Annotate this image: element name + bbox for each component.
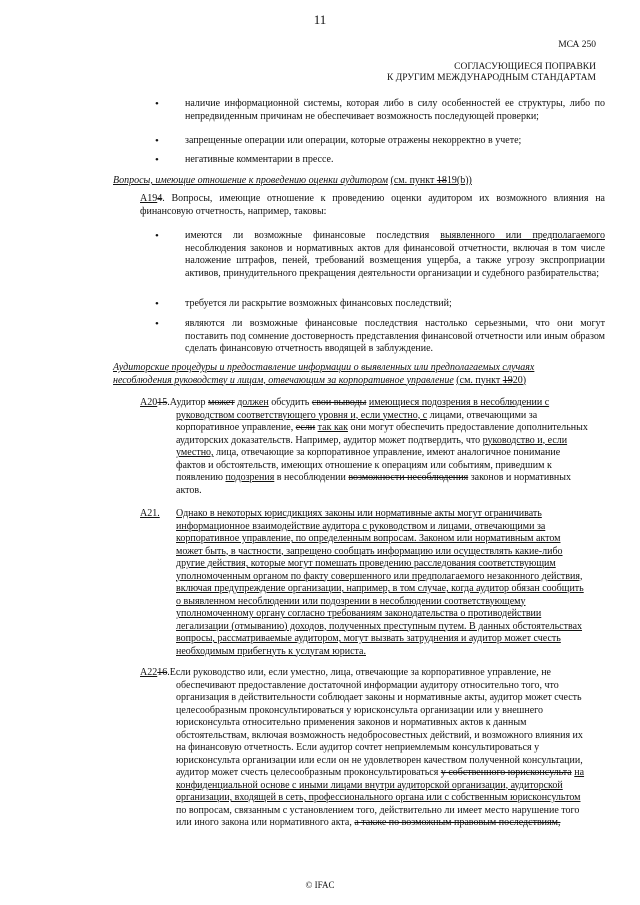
a22-line-1: А2216.Если руководство или, если уместно, лица, отвечающие за корпоративное управление, не	[140, 667, 551, 678]
bullet-dot-icon: •	[155, 135, 159, 147]
a19-bullet-2: • требуется ли раскрытие возможных финансовых последствий;	[155, 298, 452, 310]
a22-body	[140, 680, 605, 830]
text-line: аудиторских доказательств. Например, аудитор может подтвердить, что руководство и, если	[176, 434, 568, 446]
top-bullet-2: • запрещенные операции или операции, которые отражены некорректно в учете;	[155, 135, 522, 147]
a20-body	[140, 410, 605, 498]
paragraph-a21	[140, 508, 605, 658]
text-line: уполномоченным органом по факту совершенного или предполагаемого незаконного действия,	[176, 570, 583, 582]
bullet-dot-icon: •	[155, 154, 159, 166]
a19-bullet-3: • являются ли возможные финансовые последствия настолько серьезными, что они могут поставить под сомнение достоверность представления финансовой отчетности или иным образом сделать финансовую отчетность вводящей в заблуждение.	[155, 318, 605, 354]
text-line: конфиденциальной основе с иными лицами внутри аудиторской организации, аудиторской	[176, 779, 563, 791]
text-line: руководством соответствующего уровня и, если уместно, с лицами, отвечающими за	[176, 409, 538, 421]
section-heading-2: Аудиторские процедуры и предоставление информации о выявленных или предполагаемых случаях несоблюдения руководству и лицам, отвечающим за корпоративное управление (см. пункт 1920)	[113, 362, 535, 386]
paragraph-a19: А194. Вопросы, имеющие отношение к проведению оценки аудитором их возможного влияния на финансовую отчетность, например, таковы:	[140, 193, 605, 217]
top-bullet-1: • наличие информационной системы, которая либо в силу особенностей ее структуры, либо по непредвиденным причинам не обеспечивает возможность последующей проверки;	[155, 98, 605, 122]
bullet-dot-icon: •	[155, 318, 159, 330]
text-line: аудитор может счесть целесообразным проконсультироваться у собственного юрисконсульта на	[176, 767, 585, 778]
text-line: другие действия, которые могут помешать проведению расследования соответствующим	[176, 558, 556, 569]
a19-bullet-1: • имеются ли возможные финансовые последствия выявленного или предполагаемого несоблюдения законов и нормативных актов для финансовой отчетности, включая в том числе наложение штрафов, пеней, требований возмещения ущерба, а также угрозу экспроприации активов, принудительного прекращения деятельности организации и судебного разбирательства;	[155, 230, 605, 279]
section-heading-1: Вопросы, имеющие отношение к проведению оценки аудитором (см. пункт 1819(b))	[113, 175, 472, 186]
footer-copyright: © IFAC	[305, 880, 335, 890]
text-line: организации, входящей в сеть, профессионального органа или с собственным юрисконсультом	[176, 792, 581, 803]
bullet-dot-icon: •	[155, 98, 159, 110]
text-line: Однако в некоторых юрисдикциях законы или нормативные акты могут ограничивать	[176, 508, 542, 519]
text-line: уполномоченному органу согласно требованиям законодательства о противодействии	[176, 608, 542, 619]
text-line: фактов и обстоятельств, имеющих отношение к операциям или событиям, приведшим к	[176, 459, 552, 471]
header-title-line-2: К ДРУГИМ МЕЖДУНАРОДНЫМ СТАНДАРТАМ	[387, 73, 596, 83]
text-line: появлению подозрения в несоблюдении возможности несоблюдения законов и нормативных	[176, 472, 572, 483]
a21-body	[140, 508, 605, 658]
paragraph-a22	[140, 667, 605, 830]
a21-number: А21.	[140, 508, 160, 519]
top-bullet-3: • негативные комментарии в прессе.	[155, 154, 334, 166]
text-line: необходимым прибегнуть к услугам юриста.	[176, 645, 366, 657]
text-line: юрисконсульта относительно применения законов и нормативных актов к данным	[176, 717, 527, 728]
text-line: юрисконсульта организации или если он не удовлетворен качеством полученной консультации,	[176, 754, 583, 766]
text-line: о выявленном несоблюдении или подозрении в несоблюдении соответствующему	[176, 595, 526, 607]
text-line: информационное взаимодействие аудитора с руководством и лицами, отвечающими за	[176, 520, 546, 532]
text-line: корпоративное управление, по определенным вопросам. Законом или нормативным актом	[176, 533, 561, 544]
text-line: на финансовую отчетность. Если аудитор сочтет неприемлемым консультироваться у	[176, 742, 540, 753]
document-code: МСА 250	[558, 40, 596, 50]
text-line: или иного закона или нормативного акта, а также по возможным правовым последствиям,	[176, 817, 561, 828]
text-line: по вопросам, связанным с установлением того, действительно ли имеет место нарушение того	[176, 804, 580, 816]
text-line: может быть, в частности, запрещено сообщать информацию или осуществлять какие-либо	[176, 545, 563, 557]
text-line: обстоятельствам, включая возможность недобросовестных действий, и возможного влияния их	[176, 729, 583, 741]
header-title-line-1: СОГЛАСУЮЩИЕСЯ ПОПРАВКИ	[454, 62, 596, 72]
text-line: .Аудитор может должен обсудить свои выводы имеющиеся подозрения в несоблюдении с	[167, 397, 550, 408]
text-line: целесообразным проконсультироваться у юрисконсульта организации или у внешнего	[176, 704, 543, 716]
page-number: 11	[313, 12, 327, 27]
text-line: легализации (отмыванию) доходов, полученных преступным путем. В данных обстоятельствах	[176, 620, 583, 632]
bullet-dot-icon: •	[155, 298, 159, 310]
text-line: уместно, лица, отвечающие за корпоративное управление, имеют аналогичное понимание	[176, 447, 561, 458]
a20-line-1: А2015.Аудитор может должен обсудить свои выводы имеющиеся подозрения в несоблюдении с	[140, 397, 550, 408]
text-line: актов.	[176, 484, 202, 496]
text-line: организация в действительности соблюдает законы и нормативные акты, аудитор может счесть	[176, 692, 582, 703]
text-line: обеспечивают предоставление достаточной информации аудитору относительно того, что	[176, 679, 559, 691]
text-line: .Если руководство или, если уместно, лица, отвечающие за корпоративное управление, не	[167, 667, 551, 678]
text-line: вопросы, рассматриваемые аудитором, могут вызвать затруднения и аудитор может счесть	[176, 633, 561, 644]
text-line: включая предупреждение организации, например, в том случае, когда аудитор обязан сообщить	[176, 583, 584, 594]
text-line: корпоративное управление, если так как они могут обеспечить предоставление дополнительных	[176, 422, 588, 433]
bullet-dot-icon: •	[155, 230, 159, 242]
paragraph-a20	[140, 397, 605, 497]
